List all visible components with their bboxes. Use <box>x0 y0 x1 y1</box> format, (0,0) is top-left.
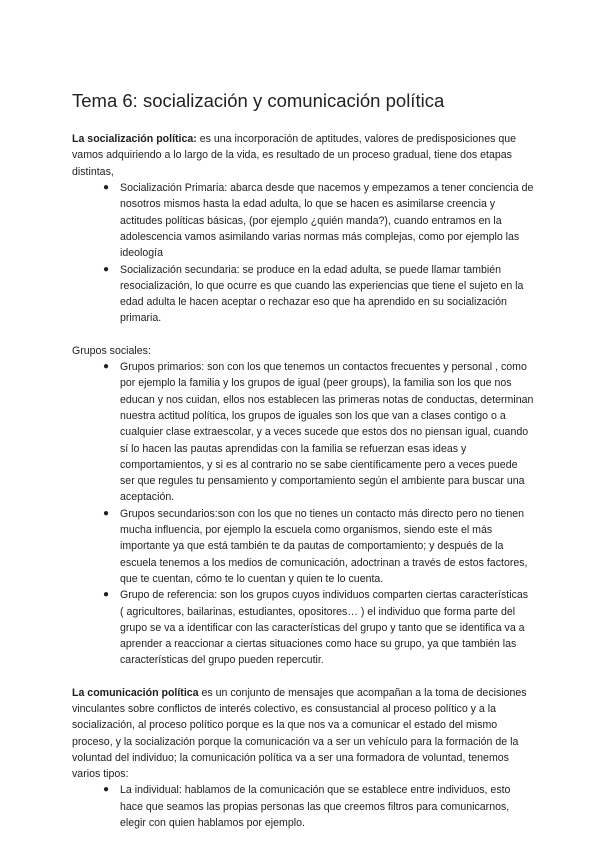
spacer <box>72 669 534 685</box>
list-item-text: Socialización secundaria: se produce en la edad adulta, se puede llamar también resocialización, lo que ocurre es que cuando las experiencias que tiene el sujeto en la edad adulta le hacen aceptar o rechazar eso que ha aprendido en su socialización primaria. <box>120 263 524 325</box>
grupos-list <box>72 359 534 669</box>
spacer <box>72 327 534 343</box>
bullet-icon: ● <box>103 361 110 373</box>
socializacion-lead: La socialización política: <box>72 133 197 146</box>
comunicacion-lead: La comunicación política <box>72 686 199 699</box>
bullet-icon: ● <box>103 589 110 601</box>
comunicacion-text: es un conjunto de mensajes que acompañan a la toma de decisiones vinculantes sobre conflictos de interés colectivo, es consustancial al proceso político y a la socialización, al proceso político porque es la que nos va a comunicar el estado del mismo proceso, y la socialización porque la comunicación va a ser un vehículo para la formación de la voluntad del individuo; la comunicación política va a ser una formadora de voluntad, tenemos varios tipos: <box>72 686 527 781</box>
bullet-icon: ● <box>103 507 110 519</box>
list-item-text: Grupos primarios: son con los que tenemos un contactos frecuentes y personal , como por ejemplo la familia y los grupos de igual (peer groups), la familia son los que nos educan y nos cuidan, ellos nos establecen las primeras notas de conductas, determinan nuestra actitud política, los grupos de iguales son los que van a clases contigo o a cualquier clase extraescolar, y a veces sucede que estos dos no piensan igual, cuando sí lo hacen las pautas aprendidas con la familia se refuerzan esas ideas y comportamientos, y si es al contrario no se sabe científicamente pero a veces puede ser que regules tu pensamiento y comportamiento según el ambiente para buscar una aceptación. <box>120 361 534 504</box>
document-title: Tema 6: socialización y comunicación política <box>72 90 445 111</box>
bullet-icon: ● <box>103 784 110 796</box>
bullet-icon: ● <box>103 263 110 275</box>
socializacion-text: es una incorporación de aptitudes, valores de predisposiciones que vamos adquiriendo a lo largo de la vida, es resultado de un proceso gradual, tiene dos etapas distintas, <box>72 133 517 178</box>
list-item <box>103 506 534 587</box>
bullet-icon: ● <box>103 182 110 194</box>
list-item-text: Grupos secundarios:son con los que no tienes un contacto más directo pero no tienen mucha influencia, por ejemplo la escuela como organismos, siendo este el más importante ya que está también te da pautas de comportamiento; y después de la escuela tenemos a los medios de comunicación, adoctrinan a través de estos factores, que te cuentan, cómo te lo cuentan y quien te lo cuenta. <box>120 507 528 585</box>
list-item <box>103 180 534 261</box>
list-item <box>103 359 534 506</box>
list-item-text: La individual: hablamos de la comunicación que se establece entre individuos, esto hace que seamos las propias personas las que creemos filtros para comunicarnos, elegir con quien hablamos por ejemplo. <box>120 784 511 830</box>
grupos-heading: Grupos sociales: <box>72 344 151 357</box>
list-item <box>103 782 534 831</box>
list-item-text: Socialización Primaria: abarca desde que nacemos y empezamos a tener conciencia de nosotros mismos hasta la edad adulta, lo que se hacen es asimilarse creencia y actitudes políticas básicas, (por ejemplo ¿quién manda?), cuando entramos en la adolescencia vamos asimilando varias normas más complejas, como por ejemplo las ideología <box>120 182 534 260</box>
comunicacion-paragraph <box>72 685 534 783</box>
socializacion-list <box>72 180 534 327</box>
comunicacion-list <box>72 782 534 831</box>
socializacion-paragraph <box>72 131 534 180</box>
list-item <box>103 587 534 668</box>
list-item-text: Grupo de referencia: son los grupos cuyos individuos comparten ciertas características ( agricultores, bailarinas, estudiantes, opositores… ) el individuo que forma parte del grupo se va a identificar con las características del grupo y tanto que se identifica va a aprender a reaccionar a ciertas situaciones como hace su grupo, ya que también las características del grupo pueden repercutir. <box>120 589 529 667</box>
list-item <box>103 262 534 327</box>
